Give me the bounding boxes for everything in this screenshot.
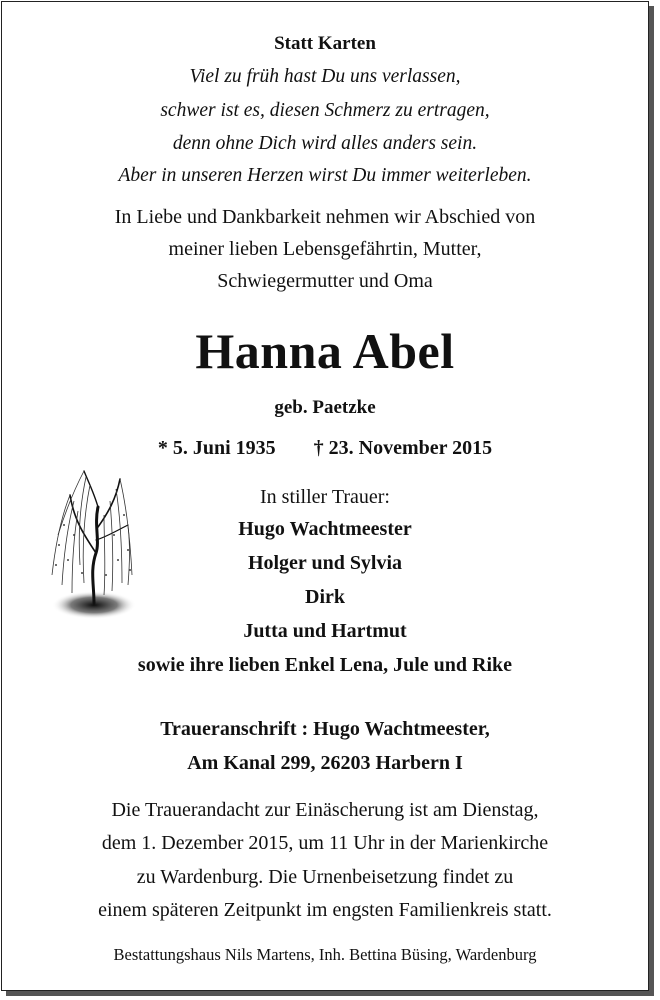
poem-line: Viel zu früh hast Du uns verlassen, bbox=[189, 66, 461, 87]
life-dates bbox=[2, 437, 648, 460]
mourner-name: sowie ihre lieben Enkel Lena, Jule und Rike bbox=[137, 654, 513, 676]
mourner-name: Hugo Wachtmeester bbox=[238, 518, 412, 540]
mourner-name: Dirk bbox=[305, 586, 345, 608]
service-line: einem späteren Zeitpunkt im engsten Familienkreis statt. bbox=[98, 899, 552, 921]
intro-line: In Liebe und Dankbarkeit nehmen wir Abschied von bbox=[114, 206, 536, 228]
funeral-home-footer: Bestattungshaus Nils Martens, Inh. Bettina Büsing, Wardenburg bbox=[113, 945, 537, 964]
maiden-name: geb. Paetzke bbox=[274, 397, 376, 418]
intro-line: meiner lieben Lebensgefährtin, Mutter, bbox=[168, 238, 482, 260]
service-line: dem 1. Dezember 2015, um 11 Uhr in der Marienkirche bbox=[101, 832, 549, 854]
mourner-name: Jutta und Hartmut bbox=[243, 620, 407, 642]
poem-line: Aber in unseren Herzen wirst Du immer weiterleben. bbox=[118, 165, 532, 186]
poem-line: denn ohne Dich wird alles anders sein. bbox=[172, 133, 478, 154]
mourner-name: Holger und Sylvia bbox=[247, 552, 403, 574]
poem-line: schwer ist es, diesen Schmerz zu ertragen, bbox=[160, 100, 490, 121]
notice-header: Statt Karten bbox=[274, 33, 376, 54]
service-line: zu Wardenburg. Die Urnenbeisetzung findet zu bbox=[136, 866, 514, 888]
service-line: Die Trauerandacht zur Einäscherung ist am Dienstag, bbox=[111, 799, 539, 821]
mourners-heading: In stiller Trauer: bbox=[260, 486, 390, 508]
death-date: † 23. November 2015 bbox=[313, 437, 493, 459]
birth-date: * 5. Juni 1935 bbox=[157, 437, 276, 459]
address-line: Am Kanal 299, 26203 Harbern I bbox=[187, 752, 463, 774]
address-line: Traueranschrift : Hugo Wachtmeester, bbox=[160, 718, 490, 740]
obituary-notice bbox=[1, 1, 649, 991]
deceased-name: Hanna Abel bbox=[195, 323, 455, 379]
intro-line: Schwiegermutter und Oma bbox=[217, 270, 433, 292]
